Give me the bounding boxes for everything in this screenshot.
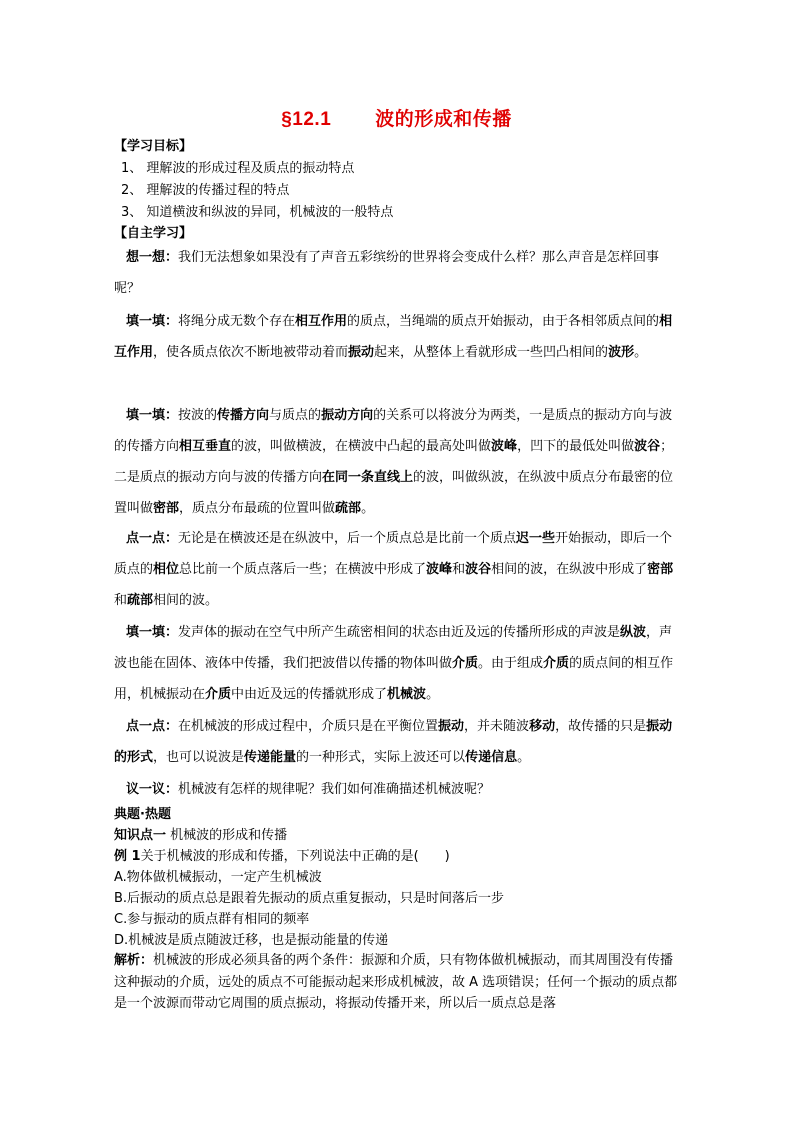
section-number: §12.1 — [281, 109, 332, 130]
paragraph-point-2: 点一点：在机械波的形成过程中，介质只是在平衡位置振动，并未随波移动，故传播的只是振动的形式，也可以说波是传递能量的一种形式，实际上波还可以传递信息。 — [114, 719, 673, 765]
goals-header: 【学习目标】 — [114, 139, 193, 154]
page-title — [0, 104, 793, 131]
option-d: D.机械波是质点随波迁移，也是振动能量的传递 — [114, 933, 389, 948]
paragraph-discuss: 议一议：机械波有怎样的规律呢？我们如何准确描述机械波呢？ — [126, 782, 491, 797]
goal-item: 1、 理解波的形成过程及质点的振动特点 — [121, 161, 355, 176]
example-question: 例 1关于机械波的形成和传播，下列说法中正确的是( ) — [114, 849, 450, 864]
paragraph-fill-2: 填一填：按波的传播方向与质点的振动方向的关系可以将波分为两类，一是质点的振动方向与波的传播方向相互垂直的波，叫做横波，在横波中凸起的最高处叫做波峰，凹下的最低处叫做波谷；二是质点的振动方向与波的传播方向在同一条直线上的波，叫做纵波，在纵波中质点分布最密的位置叫做密部，质点分布最疏的位置叫做疏部。 — [114, 408, 674, 516]
knowledge-point: 知识点一 机械波的形成和传播 — [114, 828, 288, 843]
analysis-paragraph: 解析：机械波的形成必须具备的两个条件：振源和介质，只有物体做机械振动，而其周围没有传播这种振动的介质，远处的质点不可能振动起来形成机械波，故 A 选项错误；任何一个振动的质点都是一个波源而带动它周围的质点振动，将振动传播开来，所以后一质点总是落 — [114, 953, 678, 1011]
goal-item: 3、 知道横波和纵波的异同，机械波的一般特点 — [121, 205, 394, 220]
option-a: A.物体做机械振动，一定产生机械波 — [114, 870, 322, 885]
title-text: 波的形成和传播 — [375, 108, 512, 130]
paragraph-fill-1: 填一填：将绳分成无数个存在相互作用的质点，当绳端的质点开始振动，由于各相邻质点间的相互作用，使各质点依次不断地被带动着而振动起来，从整体上看就形成一些凹凸相间的波形。 — [114, 314, 673, 360]
option-b: B.后振动的质点总是跟着先振动的质点重复振动，只是时间落后一步 — [114, 891, 505, 906]
paragraph-fill-3: 填一填：发声体的振动在空气中所产生疏密相间的状态由近及远的传播所形成的声波是纵波，声波也能在固体、液体中传播，我们把波借以传播的物体叫做介质。由于组成介质的质点间的相互作用，机械振动在介质中由近及远的传播就形成了机械波。 — [114, 625, 674, 702]
paragraph-think: 想一想：我们无法想象如果没有了声音五彩缤纷的世界将会变成什么样？那么声音是怎样回事呢？ — [114, 250, 660, 296]
paragraph-point-1: 点一点：无论是在横波还是在纵波中，后一个质点总是比前一个质点迟一些开始振动，即后一个质点的相位总比前一个质点落后一些；在横波中形成了波峰和波谷相间的波，在纵波中形成了密部和疏部相间的波。 — [114, 531, 674, 608]
keyword: 想一想： — [126, 250, 179, 265]
option-c: C.参与振动的质点群有相同的频率 — [114, 912, 310, 927]
typical-header: 典题·热题 — [114, 807, 171, 822]
goal-item: 2、 理解波的传播过程的特点 — [121, 183, 290, 198]
self-study-header: 【自主学习】 — [114, 226, 193, 241]
